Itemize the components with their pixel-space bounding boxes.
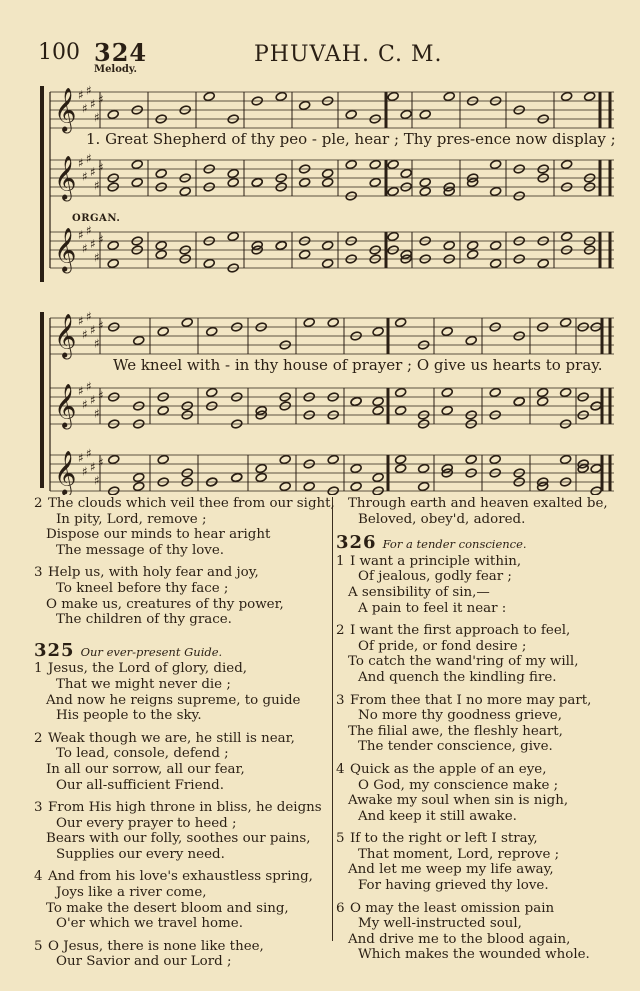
verse-text: Our every prayer to heed ; — [56, 815, 237, 831]
stanza-number: 3 — [34, 800, 43, 816]
verse-line — [34, 939, 330, 955]
sharp-icon: ♯ — [86, 446, 92, 461]
hymn-heading-title: For a tender conscience. — [382, 537, 527, 552]
note-head — [369, 177, 381, 187]
note-head — [590, 486, 602, 495]
verse-line — [34, 954, 330, 970]
stanza-number: 3 — [336, 692, 345, 708]
sharp-icon: ♯ — [98, 232, 104, 247]
note-head — [441, 326, 453, 336]
verse-line — [34, 496, 335, 512]
verse-text: For having grieved thy love. — [358, 878, 549, 894]
stanza-number: 6 — [336, 900, 345, 916]
verse-line — [336, 639, 626, 655]
note-head — [443, 91, 455, 101]
sharp-icon: ♯ — [86, 223, 92, 238]
system-brace — [40, 312, 44, 488]
verse-text: The message of thy love. — [56, 542, 225, 558]
verse-line — [336, 724, 626, 740]
note-head — [441, 387, 453, 397]
verse-text: No more thy goodness grieve, — [358, 708, 562, 724]
verse-line — [34, 800, 330, 816]
note-head — [537, 396, 549, 406]
verse-line — [336, 847, 626, 863]
note-head — [299, 249, 311, 259]
stanza — [34, 565, 330, 627]
sharp-icon: ♯ — [90, 97, 96, 112]
stanza — [34, 731, 330, 793]
note-head — [255, 463, 267, 473]
verse-text: Through earth and heaven exalted be, — [348, 496, 608, 511]
stanza — [34, 800, 330, 862]
system-brace — [40, 86, 44, 282]
sharp-icon: ♯ — [98, 318, 104, 333]
note-head — [395, 387, 407, 397]
sharp-icon: ♯ — [90, 393, 96, 408]
verse-line — [336, 670, 626, 686]
melody-label: Melody. — [94, 64, 138, 75]
verse-text: A sensibility of sin,— — [348, 584, 490, 600]
verse-text: I want the first approach to feel, — [350, 623, 571, 639]
note-head — [395, 405, 407, 415]
note-head — [387, 231, 399, 241]
note-head — [157, 405, 169, 415]
note-head — [206, 387, 218, 397]
note-head — [395, 317, 407, 327]
note-head — [395, 454, 407, 464]
note-head — [561, 91, 573, 101]
verse-line — [336, 693, 626, 709]
sharp-icon: ♯ — [86, 379, 92, 394]
verse-text: To make the desert bloom and sing, — [46, 900, 289, 916]
note-head — [467, 249, 479, 259]
verse-text: And let me weep my life away, — [348, 862, 554, 878]
treble-clef-icon: 𝄞 — [54, 155, 77, 200]
organ-label: ORGAN. — [72, 213, 121, 224]
note-head — [561, 231, 573, 241]
note-head — [490, 240, 502, 250]
verse-line — [34, 543, 330, 559]
sharp-icon: ♯ — [82, 464, 88, 479]
lyrics-line-2: We kneel with - in thy house of prayer ; O give us hearts to pray. — [113, 356, 603, 374]
verse-line — [336, 554, 626, 570]
note-head — [490, 159, 502, 169]
stanza — [336, 831, 626, 893]
sharp-icon: ♯ — [98, 455, 104, 470]
verse-line — [336, 708, 626, 724]
note-head — [231, 472, 243, 482]
hymn-326-heading — [336, 532, 626, 554]
note-head — [131, 177, 143, 187]
note-head — [108, 454, 120, 464]
note-head — [372, 486, 384, 495]
stanza-number: 1 — [336, 553, 345, 569]
treble-clef-icon: 𝄞 — [54, 450, 77, 495]
verse-line — [336, 878, 626, 894]
note-head — [155, 168, 167, 178]
verse-line — [34, 527, 330, 543]
verse-text: O may the least omission pain — [350, 900, 555, 916]
verse-text: O'er which we travel home. — [56, 916, 243, 932]
verse-line — [34, 831, 330, 847]
verse-line — [34, 612, 330, 628]
sharp-icon: ♯ — [94, 110, 100, 125]
note-head — [387, 159, 399, 169]
hymn-heading-number: 326 — [336, 532, 377, 554]
note-head — [299, 177, 311, 187]
verse-text: And from his love's exhaustless spring, — [48, 869, 313, 885]
note-head — [227, 177, 239, 187]
note-head — [350, 396, 362, 406]
sharp-icon: ♯ — [94, 250, 100, 265]
verse-text: Help us, with holy fear and joy, — [48, 565, 259, 581]
verse-text: In all our sorrow, all our fear, — [46, 761, 245, 777]
lyrics-line-1: 1. Great Shepherd of thy peo - ple, hear ; Thy pres-ence now display ; — [86, 130, 616, 148]
verse-text: Joys like a river come, — [56, 885, 207, 901]
verse-line — [34, 693, 330, 709]
verse-text: His people to the sky. — [56, 708, 202, 724]
verse-line — [336, 947, 626, 963]
verse-text: Quick as the apple of an eye, — [350, 761, 547, 777]
verse-line — [34, 816, 330, 832]
note-head — [155, 249, 167, 259]
verse-line — [336, 654, 626, 670]
verse-text: O God, my conscience make ; — [358, 777, 559, 793]
note-head — [369, 159, 381, 169]
verse-line — [336, 585, 626, 601]
verse-line — [336, 793, 626, 809]
verse-text: To lead, console, defend ; — [56, 746, 229, 762]
note-head — [395, 463, 407, 473]
verse-text: And quench the kindling fire. — [358, 669, 557, 685]
sharp-icon: ♯ — [90, 323, 96, 338]
verse-text: Beloved, obey'd, adored. — [358, 511, 526, 527]
sharp-icon: ♯ — [94, 178, 100, 193]
verse-text: O make us, creatures of thy power, — [46, 596, 284, 612]
sharp-icon: ♯ — [90, 460, 96, 475]
left-text-column — [34, 496, 335, 977]
treble-clef-icon: 𝄞 — [54, 227, 77, 272]
note-head — [108, 486, 120, 495]
stanza-continuation — [336, 496, 626, 527]
note-head — [560, 454, 572, 464]
verse-line — [336, 809, 626, 825]
note-head — [251, 177, 263, 187]
stanza-number: 5 — [336, 831, 345, 847]
note-head — [275, 91, 287, 101]
note-head — [179, 186, 191, 196]
stanza-number: 2 — [336, 623, 345, 639]
verse-text: To kneel before thy face ; — [56, 580, 229, 596]
note-head — [345, 159, 357, 169]
note-head — [441, 405, 453, 415]
note-head — [157, 454, 169, 464]
verse-line — [336, 569, 626, 585]
verse-text: The clouds which veil thee from our sight, — [48, 496, 335, 511]
note-head — [537, 387, 549, 397]
note-head — [107, 240, 119, 250]
note-head — [203, 258, 215, 268]
verse-line — [336, 778, 626, 794]
note-head — [303, 481, 315, 491]
verse-line — [336, 916, 626, 932]
note-head — [133, 481, 145, 491]
verse-text: Supplies our every need. — [56, 846, 225, 862]
note-head — [227, 231, 239, 241]
verse-text: I want a principle within, — [350, 553, 522, 569]
sharp-icon: ♯ — [90, 165, 96, 180]
verse-line — [34, 778, 330, 794]
stanza — [336, 901, 626, 963]
stanza — [336, 693, 626, 755]
sharp-icon: ♯ — [94, 336, 100, 351]
note-head — [372, 326, 384, 336]
note-head — [131, 159, 143, 169]
note-head — [400, 109, 412, 119]
sharp-icon: ♯ — [82, 101, 88, 116]
note-head — [227, 168, 239, 178]
sharp-icon: ♯ — [94, 406, 100, 421]
note-head — [490, 258, 502, 268]
stanza-number: 4 — [34, 869, 43, 885]
note-head — [107, 258, 119, 268]
stanza-number: 3 — [34, 565, 43, 581]
sharp-icon: ♯ — [94, 473, 100, 488]
note-head — [203, 91, 215, 101]
treble-clef-icon: 𝄞 — [54, 383, 77, 428]
note-head — [279, 454, 291, 464]
verse-text: Our all-sufficient Friend. — [56, 777, 224, 793]
verse-text: The tender conscience, give. — [358, 739, 553, 755]
verse-text: Of jealous, godly fear ; — [358, 569, 512, 585]
verse-line — [336, 739, 626, 755]
note-head — [387, 186, 399, 196]
verse-line — [336, 496, 626, 512]
verse-line — [34, 512, 330, 528]
note-head — [418, 463, 430, 473]
sharp-icon: ♯ — [82, 241, 88, 256]
sharp-icon: ♯ — [78, 314, 84, 329]
stanza — [336, 554, 626, 616]
verse-text: O Jesus, there is none like thee, — [48, 938, 264, 954]
note-head — [490, 186, 502, 196]
stanza-number: 1 — [34, 661, 43, 677]
note-head — [372, 405, 384, 415]
note-head — [443, 240, 455, 250]
sharp-icon: ♯ — [82, 397, 88, 412]
sharp-icon: ♯ — [78, 88, 84, 103]
sharp-icon: ♯ — [78, 451, 84, 466]
note-head — [372, 472, 384, 482]
verse-text: The children of thy grace. — [56, 612, 232, 628]
verse-line — [34, 677, 330, 693]
verse-line — [336, 862, 626, 878]
note-head — [419, 177, 431, 187]
note-head — [327, 454, 339, 464]
note-head — [513, 396, 525, 406]
verse-line — [336, 512, 626, 528]
page-number: 100 — [38, 40, 80, 65]
verse-text: And now he reigns supreme, to guide — [46, 692, 301, 708]
note-head — [561, 159, 573, 169]
note-head — [327, 486, 339, 495]
note-head — [345, 109, 357, 119]
verse-line — [34, 661, 330, 677]
tune-title: PHUVAH. C. M. — [254, 42, 443, 67]
note-head — [418, 481, 430, 491]
note-head — [489, 387, 501, 397]
sharp-icon: ♯ — [86, 83, 92, 98]
note-head — [181, 317, 193, 327]
note-head — [419, 109, 431, 119]
note-head — [107, 109, 119, 119]
sharp-icon: ♯ — [82, 327, 88, 342]
note-head — [537, 258, 549, 268]
stanza-number: 5 — [34, 938, 43, 954]
sharp-icon: ♯ — [98, 160, 104, 175]
hymn-heading-number: 325 — [34, 639, 75, 661]
verse-line — [34, 581, 330, 597]
verse-line — [34, 746, 330, 762]
sharp-icon: ♯ — [90, 237, 96, 252]
note-head — [419, 186, 431, 196]
verse-text: Our Savior and our Lord ; — [56, 954, 232, 970]
note-head — [465, 454, 477, 464]
verse-line — [336, 831, 626, 847]
note-head — [584, 91, 596, 101]
sharp-icon: ♯ — [98, 388, 104, 403]
verse-text: The filial awe, the fleshly heart, — [348, 723, 563, 739]
note-head — [157, 326, 169, 336]
verse-text: My well-instructed soul, — [358, 916, 522, 932]
treble-clef-icon: 𝄞 — [54, 313, 77, 358]
note-head — [560, 317, 572, 327]
note-head — [465, 335, 477, 345]
verse-line — [34, 901, 330, 917]
hymn-325-heading — [34, 639, 330, 661]
verse-line — [336, 601, 626, 617]
note-head — [255, 472, 267, 482]
note-head — [489, 454, 501, 464]
verse-line — [34, 916, 330, 932]
note-head — [155, 240, 167, 250]
stanza-number: 2 — [34, 730, 43, 746]
note-head — [400, 168, 412, 178]
verse-text: And keep it still awake. — [358, 808, 517, 824]
hymn-heading-title: Our ever-present Guide. — [80, 644, 223, 659]
verse-text: Jesus, the Lord of glory, died, — [48, 661, 248, 677]
sharp-icon: ♯ — [82, 169, 88, 184]
verse-line — [34, 565, 330, 581]
stanza — [336, 762, 626, 824]
verse-line — [34, 731, 330, 747]
stanza — [34, 496, 335, 558]
note-head — [372, 396, 384, 406]
verse-text: Bears with our folly, soothes our pains, — [46, 831, 311, 847]
sharp-icon: ♯ — [78, 156, 84, 171]
verse-line — [34, 847, 330, 863]
verse-line — [34, 708, 330, 724]
note-head — [303, 317, 315, 327]
right-text-column — [336, 496, 626, 970]
note-head — [350, 463, 362, 473]
verse-line — [34, 869, 330, 885]
verse-text: That moment, Lord, reprove ; — [358, 846, 560, 862]
note-head — [327, 317, 339, 327]
music-notation — [0, 0, 640, 495]
note-head — [206, 326, 218, 336]
note-head — [322, 240, 334, 250]
verse-text: Dispose our minds to hear aright — [46, 527, 271, 543]
note-head — [133, 335, 145, 345]
stanza — [34, 661, 330, 723]
note-head — [275, 240, 287, 250]
verse-text: If to the right or left I stray, — [350, 831, 538, 847]
treble-clef-icon: 𝄞 — [54, 87, 77, 132]
verse-text: Of pride, or fond desire ; — [358, 638, 527, 654]
verse-line — [34, 762, 330, 778]
stanza — [34, 939, 330, 970]
note-head — [590, 463, 602, 473]
sharp-icon: ♯ — [98, 92, 104, 107]
verse-line — [336, 623, 626, 639]
verse-text: In pity, Lord, remove ; — [56, 511, 207, 527]
stanza-number: 4 — [336, 761, 345, 777]
note-head — [560, 387, 572, 397]
verse-line — [34, 885, 330, 901]
verse-line — [336, 932, 626, 948]
note-head — [279, 481, 291, 491]
stanza-number: 2 — [34, 496, 43, 511]
verse-text: Awake my soul when sin is nigh, — [348, 793, 569, 809]
stanza — [34, 869, 330, 931]
verse-text: That we might never die ; — [56, 676, 231, 692]
note-head — [322, 258, 334, 268]
verse-text: To catch the wand'ring of my will, — [348, 654, 579, 670]
verse-text: Weak though we are, he still is near, — [48, 730, 295, 746]
note-head — [387, 91, 399, 101]
hymn-number: 324 — [94, 38, 148, 67]
stanza — [336, 623, 626, 685]
verse-text: And drive me to the blood again, — [348, 931, 571, 947]
note-head — [322, 168, 334, 178]
note-head — [133, 472, 145, 482]
verse-line — [336, 901, 626, 917]
verse-line — [34, 597, 330, 613]
verse-text: Which makes the wounded whole. — [358, 947, 590, 963]
note-head — [322, 177, 334, 187]
column-divider — [332, 497, 333, 941]
verse-text: From His high throne in bliss, he deigns — [48, 800, 322, 816]
verse-text: A pain to feel it near : — [358, 600, 507, 616]
sharp-icon: ♯ — [86, 309, 92, 324]
sharp-icon: ♯ — [86, 151, 92, 166]
note-head — [299, 100, 311, 110]
sharp-icon: ♯ — [78, 228, 84, 243]
note-head — [467, 240, 479, 250]
verse-line — [336, 762, 626, 778]
verse-text: From thee that I no more may part, — [350, 692, 592, 708]
note-head — [350, 481, 362, 491]
sharp-icon: ♯ — [78, 384, 84, 399]
